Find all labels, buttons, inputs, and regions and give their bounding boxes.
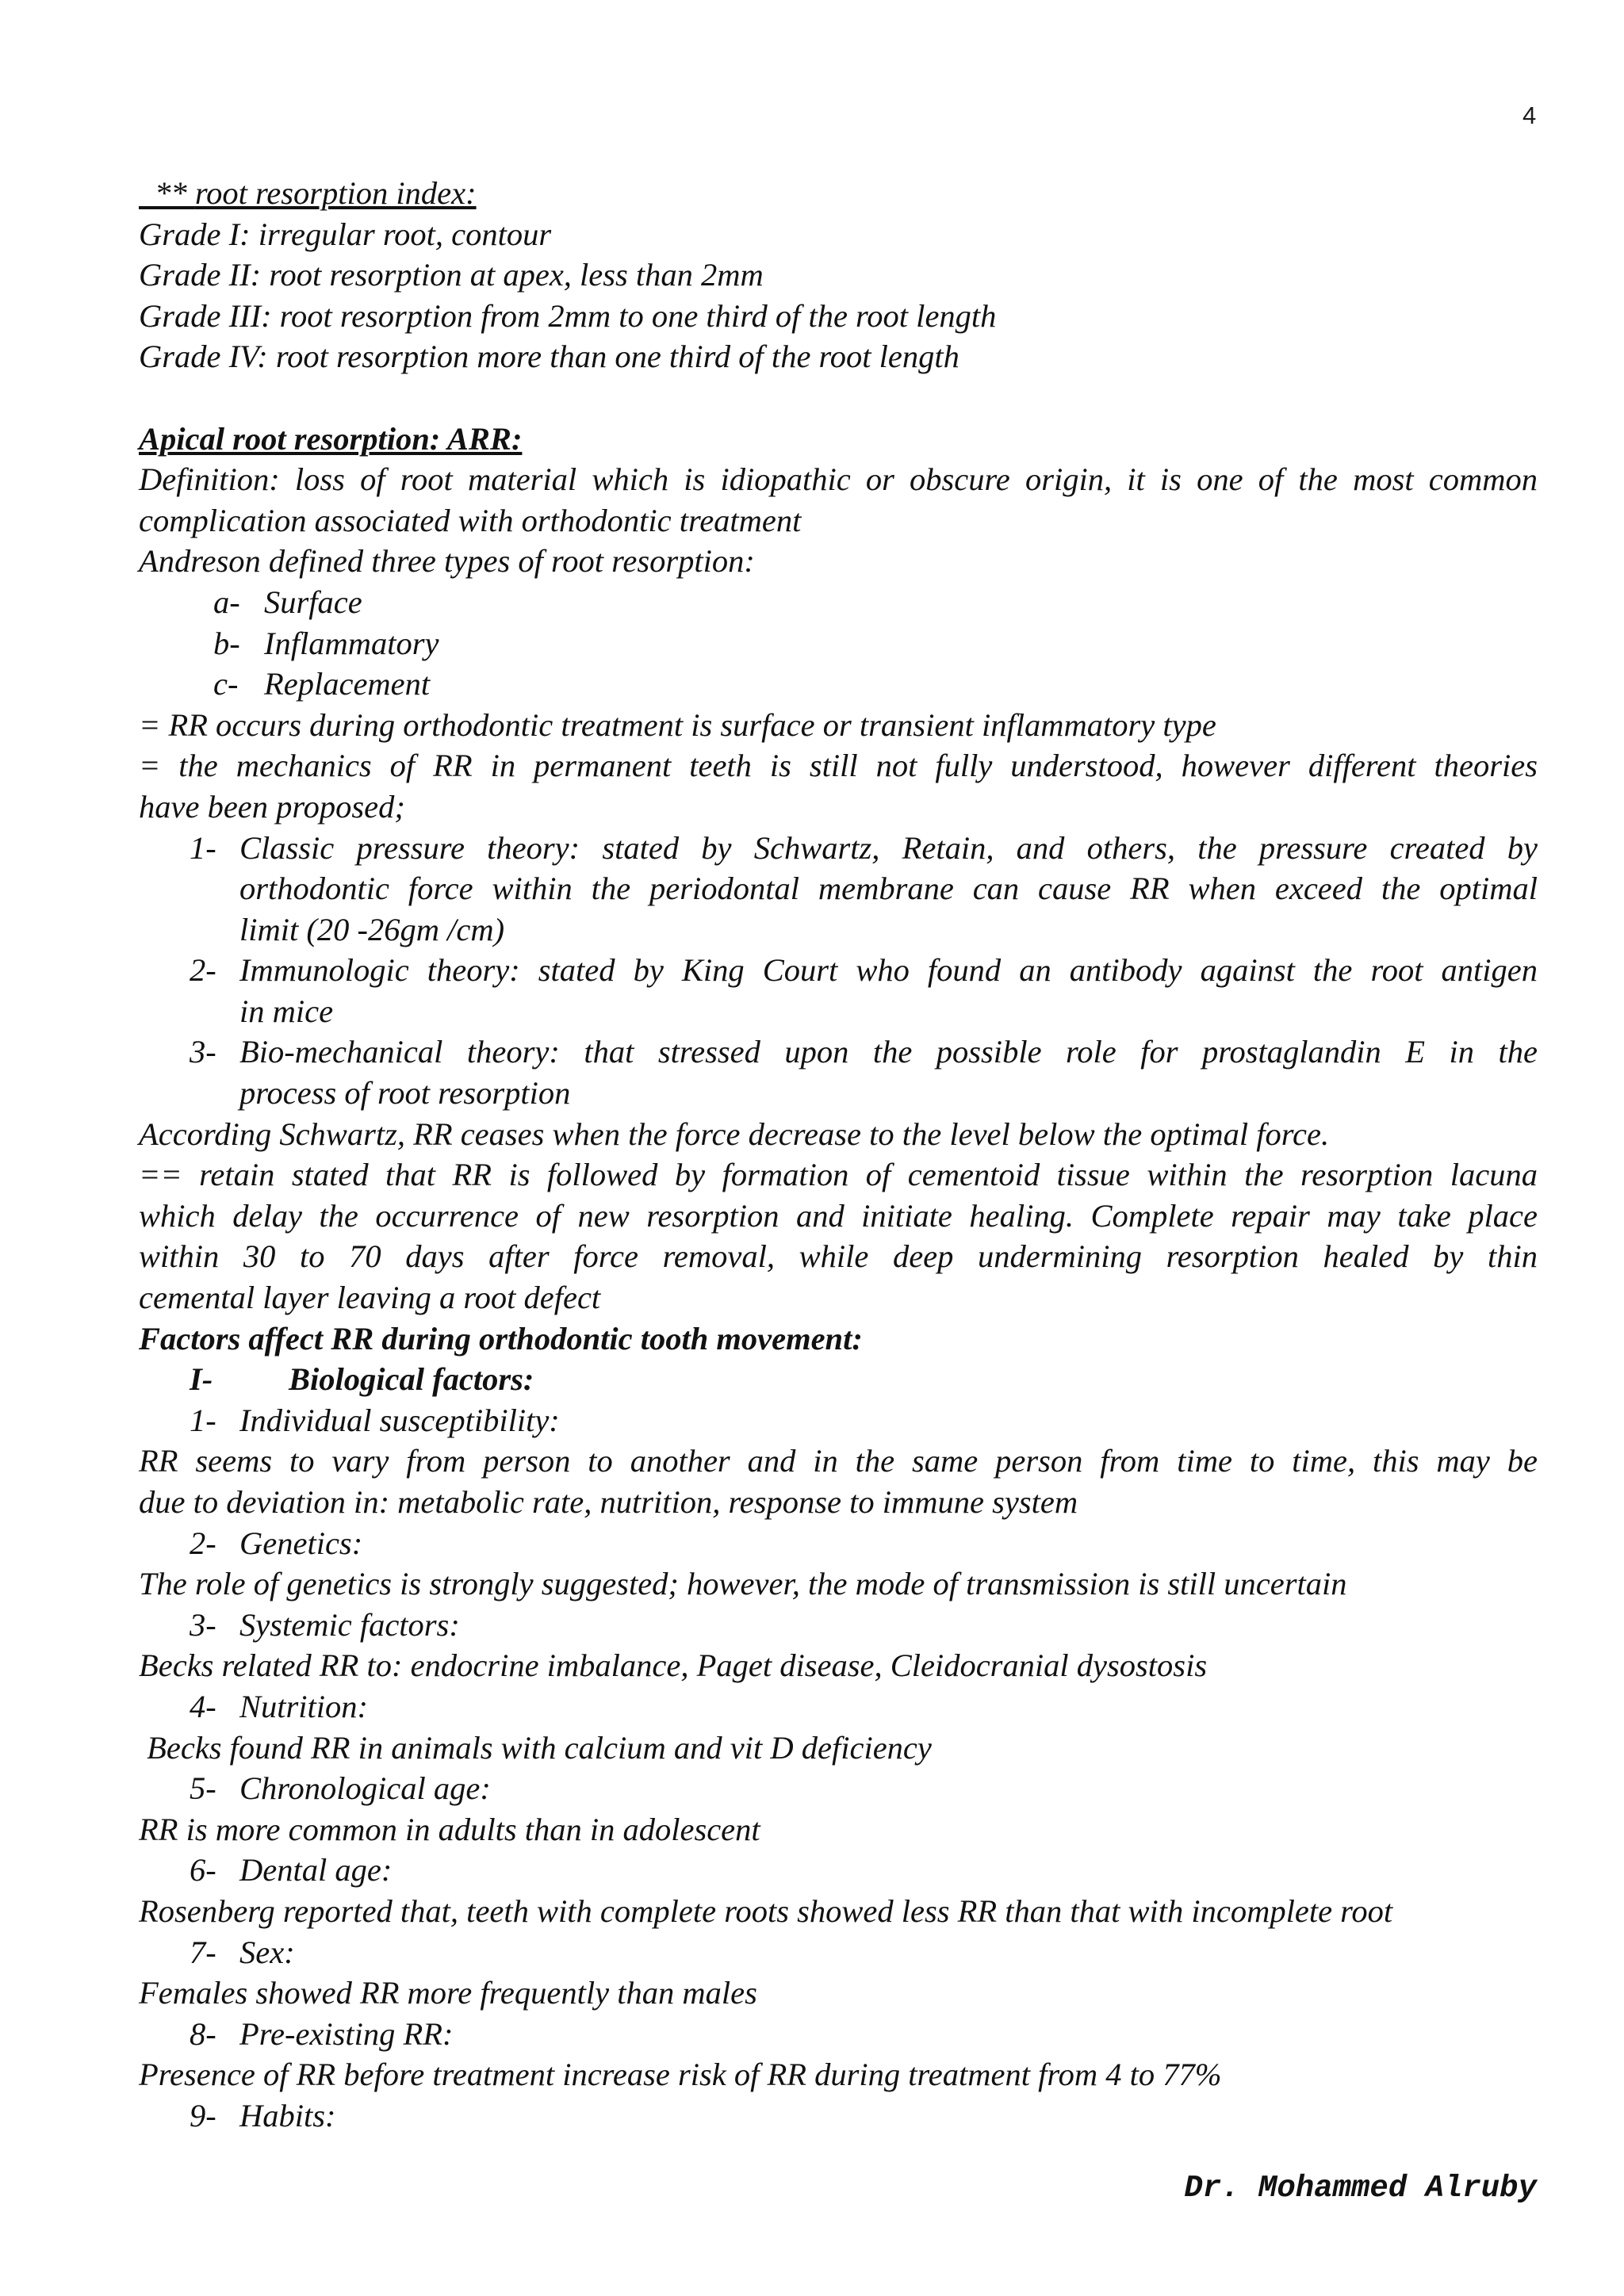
type-item — [139, 664, 1538, 705]
type-marker: a- — [213, 584, 240, 620]
factor-title: Genetics: — [239, 1525, 363, 1561]
factor-title: Systemic factors: — [239, 1606, 460, 1643]
factor-group-title: Biological factors: — [289, 1361, 534, 1398]
factor-desc: Rosenberg reported that, teeth with complete roots showed less RR than that with incomplete root — [139, 1892, 1393, 1929]
type-text: Replacement — [264, 666, 431, 702]
factor-desc: Females showed RR more frequently than males — [139, 1975, 757, 2011]
theory-text: Immunologic theory: stated by King Court who found an antibody against the root antigen — [239, 952, 1538, 989]
type-item — [139, 582, 1538, 623]
theory-continuation — [139, 909, 1538, 951]
theory-text: in mice — [239, 993, 334, 1029]
factor-item — [139, 1768, 1538, 1809]
factor-marker: 1- — [190, 1402, 216, 1438]
theory-continuation — [139, 868, 1538, 909]
rr-type-note: = RR occurs during orthodontic treatment is surface or transient inflammatory type — [139, 706, 1216, 743]
type-text: Surface — [264, 584, 362, 620]
factor-title: Pre-existing RR: — [239, 2015, 454, 2052]
factor-item — [139, 1605, 1538, 1646]
page-number: 4 — [1522, 101, 1537, 129]
theory-marker: 1- — [190, 829, 216, 866]
arr-definition-line-1: Definition: loss of root material which is idiopathic or obscure origin, it is one of the most common — [139, 461, 1538, 498]
factor-desc: The role of genetics is strongly suggested; however, the mode of transmission is still uncertain — [139, 1566, 1347, 1602]
factor-marker: 4- — [190, 1688, 216, 1724]
theory-continuation — [139, 1073, 1538, 1114]
grade-2: Grade II: root resorption at apex, less than 2mm — [139, 257, 764, 293]
theory-item — [139, 828, 1538, 869]
factor-marker: 8- — [190, 2015, 216, 2052]
factor-desc: Becks found RR in animals with calcium and vit D deficiency — [139, 1729, 932, 1766]
theory-text: Bio-mechanical theory: that stressed upon the possible role for prostaglandin E in the — [239, 1034, 1538, 1070]
factor-item — [139, 1932, 1538, 1973]
factor-item — [139, 1686, 1538, 1728]
theory-text: Classic pressure theory: stated by Schwartz, Retain, and others, the pressure created by — [239, 829, 1538, 866]
factor-title: Sex: — [239, 1934, 295, 1970]
type-marker: c- — [213, 666, 239, 702]
factor-item — [139, 2095, 1538, 2137]
mechanics-note-line-1: = the mechanics of RR in permanent teeth is still not fully understood, however different theories — [139, 748, 1538, 784]
factor-marker: 3- — [190, 1606, 216, 1643]
theory-marker: 3- — [190, 1034, 216, 1070]
retain-line-3: within 30 to 70 days after force removal, while deep undermining resorption healed by thin — [139, 1238, 1538, 1275]
theory-item — [139, 950, 1538, 991]
factor-group-marker: I- — [190, 1361, 213, 1398]
factor-title: Nutrition: — [239, 1688, 369, 1724]
factor-marker: 6- — [190, 1852, 216, 1888]
index-heading-prefix: ** — [139, 175, 195, 211]
factor-item — [139, 2014, 1538, 2055]
theory-continuation — [139, 991, 1538, 1032]
grade-1: Grade I: irregular root, contour — [139, 216, 552, 252]
retain-line-1: == retain stated that RR is followed by formation of cementoid tissue within the resorption lacuna — [139, 1157, 1538, 1193]
grade-3: Grade III: root resorption from 2mm to one third of the root length — [139, 297, 997, 334]
grade-4: Grade IV: root resorption more than one third of the root length — [139, 339, 959, 375]
retain-line-2: which delay the occurrence of new resorption and initiate healing. Complete repair may take place — [139, 1197, 1538, 1234]
spacer — [139, 377, 1538, 419]
factor-title: Individual susceptibility: — [239, 1402, 560, 1438]
factor-marker: 2- — [190, 1525, 216, 1561]
theory-marker: 2- — [190, 952, 216, 989]
author-footer: Dr. Mohammed Alruby — [1184, 2171, 1537, 2206]
factor-title: Dental age: — [239, 1852, 393, 1888]
factor-group — [139, 1359, 1538, 1400]
arr-definition-line-2: complication associated with orthodontic treatment — [139, 502, 802, 538]
factor-marker: 7- — [190, 1934, 216, 1970]
index-heading-text: root resorption index: — [194, 175, 477, 211]
factor-desc: RR seems to vary from person to another and in the same person from time to time, this may be — [139, 1443, 1538, 1479]
index-heading — [139, 173, 1538, 214]
factor-item — [139, 1400, 1538, 1441]
factor-desc: due to deviation in: metabolic rate, nutrition, response to immune system — [139, 1484, 1078, 1520]
mechanics-note-line-2: have been proposed; — [139, 788, 405, 825]
factors-heading: Factors affect RR during orthodontic tooth movement: — [139, 1320, 863, 1357]
factor-title: Chronological age: — [239, 1770, 491, 1807]
arr-heading: Apical root resorption: ARR: — [139, 420, 523, 457]
factor-desc: Presence of RR before treatment increase risk of RR during treatment from 4 to 77% — [139, 2057, 1222, 2093]
factor-title: Habits: — [239, 2097, 336, 2133]
theory-text: limit (20 -26gm /cm) — [239, 911, 505, 947]
factor-item — [139, 1850, 1538, 1891]
factor-desc: Becks related RR to: endocrine imbalance, Paget disease, Cleidocranial dysostosis — [139, 1647, 1208, 1684]
retain-line-4: cemental layer leaving a root defect — [139, 1280, 601, 1316]
factor-desc: RR is more common in adults than in adolescent — [139, 1811, 760, 1847]
theory-text: process of root resorption — [239, 1075, 571, 1112]
theory-item — [139, 1031, 1538, 1073]
factor-marker: 5- — [190, 1770, 216, 1807]
page-content — [139, 173, 1538, 2137]
andreson-types-intro: Andreson defined three types of root resorption: — [139, 543, 755, 580]
schwartz-statement: According Schwartz, RR ceases when the force decrease to the level below the optimal force. — [139, 1115, 1330, 1152]
type-item — [139, 623, 1538, 664]
factor-item — [139, 1523, 1538, 1564]
theory-text: orthodontic force within the periodontal membrane can cause RR when exceed the optimal — [239, 871, 1538, 907]
factor-marker: 9- — [190, 2097, 216, 2133]
type-marker: b- — [213, 625, 240, 661]
type-text: Inflammatory — [264, 625, 439, 661]
